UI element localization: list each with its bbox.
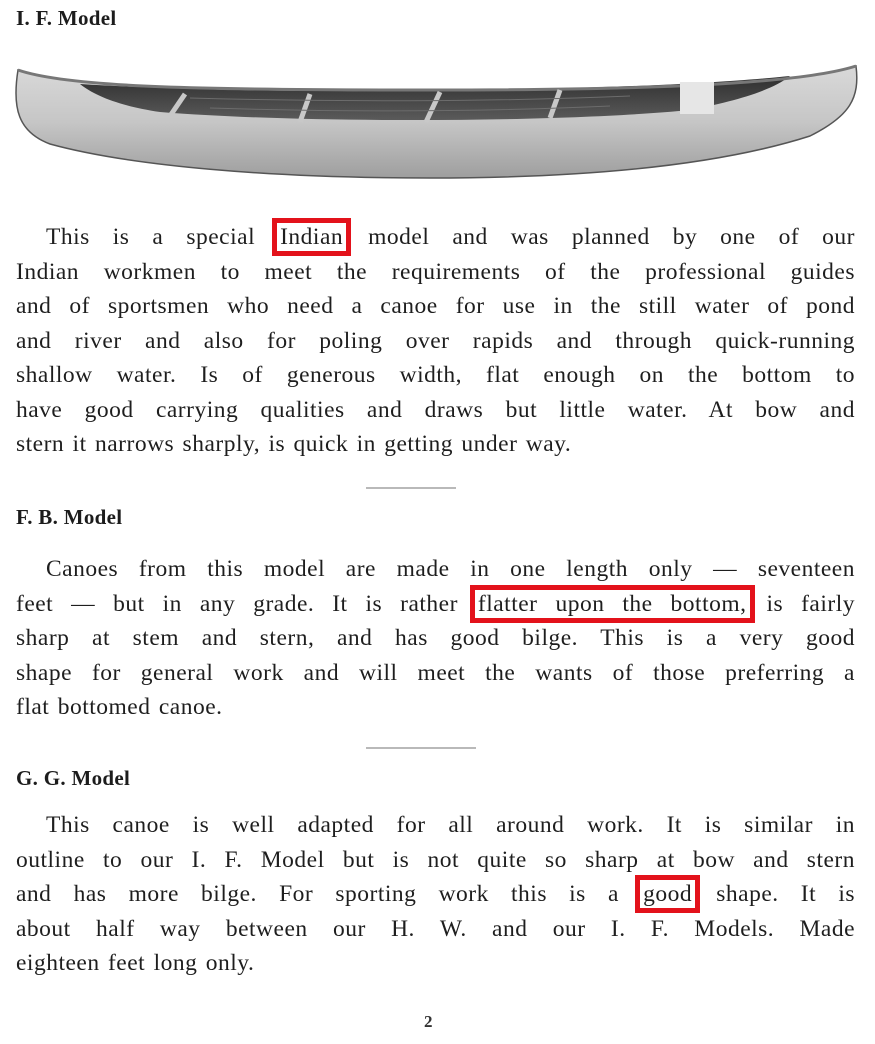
canoe-illustration (10, 58, 865, 188)
text-line (16, 220, 855, 255)
section-divider (366, 487, 456, 489)
highlighted-phrase-flatter-bottom: flatter upon the bottom, (477, 590, 747, 617)
section-paragraph-fb-model (16, 552, 855, 725)
text-line: sharp at stem and stern, and has good bilge. This is a very good (16, 625, 855, 651)
text-line: Indian workmen to meet the requirements of the professional guides (16, 258, 855, 285)
text-span: This is a special (46, 224, 279, 250)
highlighted-word-good: good (643, 881, 693, 907)
page-number: 2 (424, 1012, 433, 1031)
text-line: Canoes from this model are made in one length only — seventeen (46, 556, 855, 582)
text-line: shape for general work and will meet the wants of those preferring a (16, 659, 855, 686)
text-line (16, 877, 855, 912)
text-line (16, 587, 855, 622)
text-line: have good carrying qualities and draws but little water. At bow and (16, 396, 855, 423)
text-line: and river and also for poling over rapids and through quick-running (16, 327, 855, 354)
text-span: feet — but in any grade. It is rather (16, 590, 476, 617)
text-line: stern it narrows sharply, is quick in getting under way. (16, 431, 572, 457)
section-paragraph-if-model (16, 220, 855, 462)
text-line: eighteen feet long only. (16, 950, 255, 976)
text-line: flat bottomed canoe. (16, 694, 223, 720)
section-heading-fb-model: F. B. Model (16, 505, 123, 529)
text-span: and has more bilge. For sporting work this is a (16, 881, 642, 907)
text-span: is fairly (748, 590, 855, 617)
text-line: and of sportsmen who need a canoe for use in the still water of pond (16, 293, 855, 319)
text-line: shallow water. Is of generous width, flat enough on the bottom to (16, 362, 855, 388)
text-span: model and was planned by one of our (345, 224, 855, 250)
text-line: about half way between our H. W. and our I. F. Models. Made (16, 915, 855, 942)
section-heading-gg-model: G. G. Model (16, 766, 131, 790)
section-paragraph-gg-model (16, 808, 855, 981)
text-span: shape. It is (694, 881, 855, 907)
text-line: This canoe is well adapted for all around work. It is similar in (46, 812, 855, 838)
section-divider (366, 747, 476, 749)
section-heading-if-model: I. F. Model (16, 6, 117, 30)
highlighted-word-indian: Indian (280, 224, 344, 250)
text-line: outline to our I. F. Model but is not quite so sharp at bow and stern (16, 846, 855, 873)
